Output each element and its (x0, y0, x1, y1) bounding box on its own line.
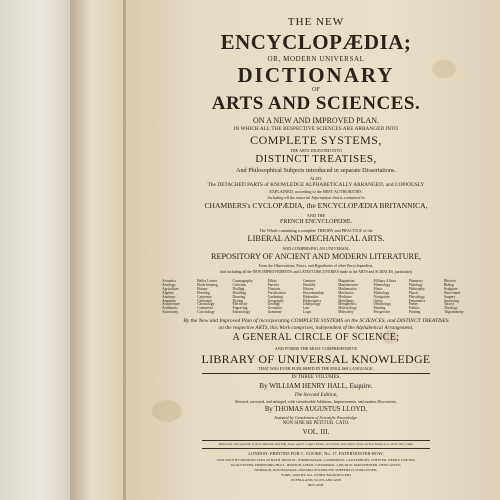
subject-item: Philology (408, 282, 423, 287)
divider-rule (202, 373, 430, 374)
subject-item: Brewing (197, 290, 210, 295)
subject-item: Military Affairs (373, 279, 397, 283)
subject-item: Meteorology (338, 306, 357, 311)
subject-item: Hydraulics (303, 294, 319, 299)
line-three-volumes: IN THREE VOLUMES. (291, 375, 341, 380)
line-revised: Revised, corrected, and enlarged, with considerable Additions, Improvements, and modern Discoveries, (235, 400, 397, 404)
line-sold-4: YORK; AND BY ALL OTHER BOOKSELLERS (280, 473, 352, 477)
subject-item: Philosophy (408, 286, 425, 291)
line-sold-2: GLOUCESTER, HEREFORD, HULL, IPSWICH, LEEDS, LIVERPOOL, LINCOLN, MANCHESTER, NEWCASTLE, (230, 463, 402, 467)
subject-item: Conchology (197, 310, 215, 315)
subject-item: Surgery (444, 294, 456, 299)
subject-item: Distilling (232, 290, 247, 295)
line-sold-1: AND SOLD BY BOOKSELLERS AT BATH, BRISTOL, BIRMINGHAM, CAMBRIDGE, CANTERBURY, CHESTER, DERBY, EXETER, (216, 458, 416, 462)
subjects-column (444, 280, 474, 315)
subject-item: Horsemanship (303, 290, 324, 295)
subject-item: Dialling (232, 286, 245, 291)
subject-item: Trigonometry (444, 310, 464, 315)
line-assisted: Assisted by Gentlemen of Scientific Knowledge. (274, 415, 358, 420)
subject-item: Anatomy (162, 294, 176, 299)
subject-item: Annuities (162, 298, 176, 303)
line-comprising: AND COMPRISING AN UNIVERSAL (282, 246, 350, 251)
subject-item: Chronology (197, 302, 215, 307)
subject-item: Tactics (444, 302, 455, 307)
subject-item: Pneumatics (408, 298, 426, 303)
subject-item: Rhetoric (444, 279, 457, 283)
subject-item: Theology (444, 306, 458, 311)
line-new-plan: ON A NEW AND IMPROVED PLAN. (252, 116, 380, 125)
subject-item: Magnetism (338, 279, 355, 283)
subject-item: Mechanics (338, 290, 354, 295)
subject-item: Drawing (232, 294, 246, 299)
line-of: OF (312, 87, 320, 93)
subject-item: Ichthyology (303, 302, 321, 307)
line-from-the: From the Observations, Errors, and Hypotheses of other Encyclopaedists, (258, 264, 374, 268)
subject-item: Grammar (267, 310, 282, 315)
subject-item: Medicine (338, 294, 352, 299)
subject-item: Mineralogy (373, 282, 391, 287)
subject-item: Physiology (408, 294, 425, 299)
title-complete-systems: COMPLETE SYSTEMS, (250, 133, 382, 147)
line-sold-3: NORWICH, NOTTINGHAM, OXFORD, PLYMOUTH, SHEFFIELD, WORCESTER, (254, 468, 378, 472)
subject-item: Criticism (232, 282, 246, 287)
subject-item: Fluxions (267, 286, 281, 291)
line-also: ALSO, (310, 176, 322, 181)
book-spine-edge (0, 0, 70, 500)
subject-item: Law (303, 306, 310, 311)
line-including: Including all the material Information that is contained in (267, 195, 365, 200)
subject-item: Gardening (267, 294, 283, 299)
subject-item: Poetry (408, 302, 419, 307)
subject-item: Geology (267, 302, 281, 307)
subject-item: Carpentry (197, 294, 212, 299)
subject-item: Commerce (197, 306, 214, 311)
subject-item: Perspective (373, 310, 391, 315)
line-arts-digested: THE ARTS DIGESTED INTO (290, 148, 342, 153)
title-general-circle: A GENERAL CIRCLE OF SCIENCE; (232, 332, 400, 343)
subject-item: Belles Lettres (197, 279, 218, 283)
subject-item: Mythology (373, 290, 390, 295)
line-philosophical: And Philosophical Subjects introduced in separate Dissertations. (236, 167, 396, 174)
subject-item: Surveying (444, 298, 459, 303)
line-whole: The Whole containing a complete THEORY and PRACTICE of the (259, 228, 373, 233)
subject-item: Cosmography (232, 279, 253, 283)
title-arts-sciences: ARTS AND SCIENCES. (211, 93, 421, 114)
subject-item: Engraving (232, 306, 248, 311)
line-or-modern: OR, MODERN UNIVERSAL (267, 55, 365, 63)
line-french: FRENCH ENCYCLOPEDIE. (279, 219, 352, 225)
line-sold-5: IN ENGLAND, SCOTLAND AND (290, 478, 342, 482)
subject-item: Metaphysics (338, 302, 357, 307)
subject-item: Hydrostatics (303, 298, 322, 303)
line-that-was: THAT WAS EVER PUBLISHED IN THE ENGLISH LANGUAGE. (258, 366, 374, 371)
subject-item: History (303, 286, 314, 291)
subject-item: Fortification (267, 290, 286, 295)
title-dictionary: DICTIONARY (237, 63, 395, 87)
subject-item: Mathematics (338, 286, 357, 291)
line-and-the: AND THE (306, 213, 326, 218)
line-sold-6: IRELAND. (307, 483, 325, 487)
main-title-encyclopaedia: ENCYCLOPÆDIA; (220, 30, 412, 54)
subject-item: Logic (303, 310, 312, 315)
subject-item: Architecture (162, 302, 180, 307)
line-arranged-into: IN WHICH ALL THE RESPECTIVE SCIENCES ARE ARRANGED INTO (233, 126, 399, 132)
line-including-new: And including all the NEW IMPROVEMENTS and LATEST DISCOVERIES made in the ARTS and SCIENCES, particularly (219, 270, 413, 274)
line-london: LONDON: PRINTED FOR C. COOKE, No. 17, PATERNOSTER-ROW; (248, 451, 384, 456)
line-illustrated: Illustrated with upwards of three Hundred and Fifty large superb Copper-Plates, accurately descriptive of the various Subjects to which they relate. (218, 442, 414, 446)
subjects-column (162, 280, 192, 315)
subject-item: Gunnery (303, 279, 316, 283)
subject-item: Ethics (267, 279, 277, 283)
title-page (132, 0, 500, 500)
line-detached: The DETACHED PARTS of KNOWLEDGE ALPHABETICALLY ARRANGED, and COPIOUSLY (207, 182, 425, 188)
subject-item: Geography (267, 298, 284, 303)
line-by-the-new: By the New and Improved Plan of incorporating COMPLETE SYSTEMS on the SCIENCES, and DISTINCT TREATISES (183, 318, 449, 324)
subject-item: Politics (408, 306, 420, 311)
subject-item: Heraldry (303, 282, 316, 287)
subjects-column (233, 280, 263, 315)
subject-item: Sculpture (444, 286, 458, 291)
subject-item: Geometry (267, 306, 283, 311)
subject-item: Chemistry (197, 298, 213, 303)
subjects-column (374, 280, 404, 315)
title-distinct-treatises: DISTINCT TREATISES, (255, 153, 377, 165)
subject-item: Arithmetic (162, 306, 178, 311)
subject-item: Riding (444, 282, 454, 287)
subject-item: Painting (373, 306, 386, 311)
subjects-column (197, 280, 227, 315)
subject-item: Agriculture (162, 286, 179, 291)
line-vol: VOL. III. (302, 428, 330, 436)
subject-item: Manufactures (338, 282, 359, 287)
subjects-column (409, 280, 439, 315)
line-liberal: LIBERAL AND MECHANICAL ARTS. (247, 234, 385, 243)
subject-item: Astronomy (162, 310, 179, 315)
line-by-author: By WILLIAM HENRY HALL, Esquire. (259, 382, 373, 390)
subject-item: Electricity (232, 302, 248, 307)
subjects-column (268, 280, 298, 315)
subject-item: Acoustics (162, 279, 177, 283)
subject-item: Metallurgy (338, 298, 355, 303)
subject-item: Book-keeping (197, 282, 218, 287)
divider-rule-3 (202, 448, 430, 449)
title-library: LIBRARY OF UNIVERSAL KNOWLEDGE (201, 352, 431, 366)
page-gutter (70, 0, 132, 500)
subjects-column (338, 280, 368, 315)
line-the-new: THE NEW (287, 16, 345, 28)
line-explained: EXPLAINED, according to the BEST AUTHORITIES. (269, 189, 363, 194)
subject-item: Printing (408, 310, 421, 315)
line-on-the-arts: on the respective ARTS, this Work comprises, independent of the Alphabetical Arrangement, (218, 325, 414, 331)
subjects-columns (162, 280, 474, 315)
subject-item: Ornithology (373, 302, 392, 307)
line-forms: AND FORMS THE MOST COMPREHENSIVE (274, 346, 358, 351)
subject-item: Entomology (232, 310, 251, 315)
subject-item: Physic (408, 290, 419, 295)
subject-item: Pharmacy (408, 279, 424, 283)
subject-item: Midwifery (338, 310, 354, 315)
line-repository: REPOSITORY OF ANCIENT AND MODERN LITERATURE, (210, 252, 421, 261)
subjects-column (303, 280, 333, 315)
line-second-edition: The Second Edition, (294, 392, 338, 398)
subject-item: Aerology (162, 282, 176, 287)
divider-rule-2 (202, 440, 430, 441)
line-chambers: CHAMBERS's CYCLOPÆDIA, the ENCYCLOPÆDIA BRITANNICA, (204, 201, 428, 210)
subject-item: Music (373, 286, 383, 291)
subject-item: Optics (373, 298, 383, 303)
line-by-editor: By THOMAS AUGUSTUS LLOYD, (264, 406, 368, 413)
subject-item: Short-hand (444, 290, 460, 295)
subject-item: Navigation (373, 294, 390, 299)
subject-item: Dyeing (232, 298, 244, 303)
subject-item: Algebra (162, 290, 174, 295)
line-non-sine: NON SINE RE PETITUR. CATO. (282, 421, 350, 426)
subject-item: Botany (197, 286, 208, 291)
subject-item: Farriery (267, 282, 280, 287)
